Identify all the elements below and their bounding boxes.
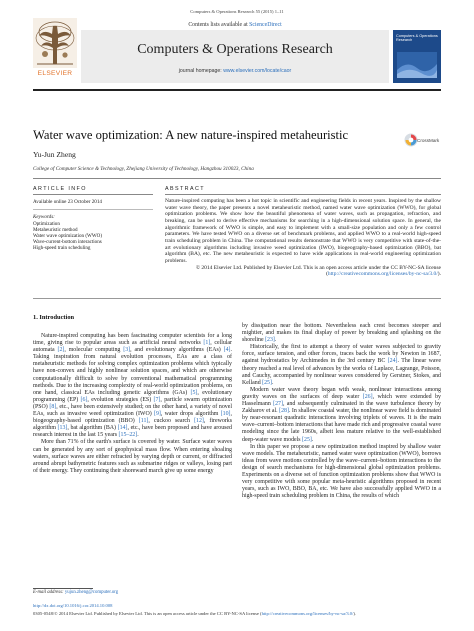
abstract-body	[165, 198, 441, 278]
license-link[interactable]: http://creativecommons.org/licenses/by-nc-sa/3.0/	[327, 271, 438, 278]
cover-title: Computers & Operations Research	[396, 34, 438, 43]
body-text: , etc., have been proposed and have aroused research interest in the last 15 years	[33, 425, 232, 439]
citation-link[interactable]: [12]	[194, 418, 204, 425]
author-email-link[interactable]: yujun.zheng@computer.org	[64, 590, 119, 595]
issn-prefix: 0305-0548/© 2014 Elsevier Ltd. Published by Elsevier Ltd. This is an open access article under the CC BY-NC-SA license (	[33, 611, 262, 616]
citation-link[interactable]: [5]	[190, 389, 198, 396]
body-text: Nature-inspired computing has been fascinating computer scientists for a long time, giving rise to popular areas such as artificial neural networks	[33, 333, 232, 347]
keyword-item: Wave-current-bottom interactions	[33, 239, 102, 246]
body-text: , biogeography-based optimization (BBO)	[33, 411, 232, 425]
citation-link[interactable]: [25]	[302, 436, 312, 443]
introduction-heading: 1. Introduction	[33, 314, 75, 321]
keyword-item: Optimization	[33, 220, 60, 227]
citation-link[interactable]: [23]	[265, 337, 275, 344]
email-label: E-mail address:	[33, 590, 65, 595]
citation-link[interactable]: [3]	[123, 347, 131, 354]
elsevier-logo[interactable]	[33, 18, 77, 82]
journal-banner	[33, 18, 441, 83]
issn-license-link[interactable]: http://creativecommons.org/licenses/by-nc-sa/3.0/	[261, 611, 354, 616]
keyword-item: Water wave optimization (WWO)	[33, 232, 103, 239]
author-email-footnote	[33, 590, 118, 595]
body-text: . In shallow coastal water, the nonlinear wave field is dominated by near-resonant quadratic interactions involving triplets of waves. It is the main wave–current–bottom interactions that have made rich and progressive coastal wave modeling since the late 1960s, albeit less mature relative to the well-established deep-water wave models	[242, 408, 441, 443]
citation-link[interactable]: [1]	[203, 340, 211, 347]
homepage-prefix: journal homepage:	[178, 68, 224, 74]
keywords-list	[33, 221, 153, 252]
citation-link[interactable]: [6]	[80, 396, 88, 403]
body-paragraph	[242, 387, 441, 444]
citation-link[interactable]: [25]	[262, 379, 272, 386]
journal-homepage-line	[81, 68, 389, 74]
body-text: Historically, the first to attempt a theory of water waves subjected to gravity force, surface tension, and other forces, traces back the work by Newton in 1687, against hydrostatics by Archimedes in the 3rd century BC	[242, 344, 441, 365]
abstract-bottom-rule	[33, 298, 441, 299]
license-suffix: ).	[437, 271, 441, 278]
running-head: Computers & Operations Research 55 (2015) 1–11	[190, 9, 284, 14]
article-info-heading: ARTICLE INFO	[33, 186, 87, 192]
body-text: In this paper we propose a new optimization method inspired by shallow water wave models. The metaheuristic, named water wave optimization (WWO), borrows ideas from wave motions controlled by the wave–current–bottom interactions to the design of search mechanisms for high-dimensional global optimization problems. Experiments on a diverse set of function optimization problems show that WWO is very competitive with some popular meta-heuristic algorithms proposed in recent years, such as IWO, BBO, BA, etc. We have also successfully applied WWO in a high-speed train scheduling problem in China, the results of which	[242, 443, 441, 500]
citation-link[interactable]: [14]	[117, 425, 128, 432]
citation-link[interactable]: [26]	[362, 393, 373, 400]
article-info-rule	[33, 194, 153, 195]
body-paragraph	[242, 323, 441, 344]
citation-link[interactable]: [24]	[387, 358, 398, 365]
abstract-text: Nature-inspired computing has been a hot topic in scientific and engineering fields in recent years. Inspired by the shallow water wave theory, the paper presents a novel metaheuristic method, named water wave optimization (WWO), for global optimization problems. We show how the beautiful phenomena of water waves, such as propagation, refraction, and breaking, can be used to derive effective mechanisms for searching in a high-dimensional solution space. In general, the algorithmic framework of WWO is simple, and easy to implement with a small-size population and only a few control parameters. We have tested WWO on a diverse set of benchmark problems, and applied WWO to a real-world high-speed train scheduling problem in China. The computational results demonstrate that WWO is very competitive with state-of-the-art evolutionary algorithms including invasive weed optimization (IWO), biogeography-based optimization (BBO), bat algorithm (BA), etc. The new metaheuristic is expected to have wide applications in real-world engineering optimization problems.	[165, 198, 441, 264]
footnote-rule	[33, 588, 93, 589]
body-text: .	[271, 379, 274, 386]
crossmark-label: CrossMark	[417, 138, 440, 143]
citation-link[interactable]: [28]	[279, 408, 289, 415]
keywords-label: Keywords:	[33, 214, 55, 220]
citation-link[interactable]: [4]	[223, 347, 231, 354]
body-text: , water drops algorithm	[160, 411, 221, 418]
author-name: Yu-Jun Zheng	[33, 150, 76, 159]
body-text: .	[311, 436, 314, 443]
author-affiliation: College of Computer Science & Technology, Zhejiang University of Technology, Hangzhou 310023, China	[33, 166, 254, 172]
article-title: Water wave optimization: A new nature-inspired metaheuristic	[33, 128, 349, 142]
introduction-right-column	[242, 323, 441, 500]
body-paragraph	[33, 333, 232, 439]
citation-link[interactable]: [13]	[57, 425, 68, 432]
body-text: , etc., have been extensively studied; on the other hand, a variety of novel EAs, such as invasive weed optimization (IWO)	[33, 403, 233, 418]
body-text: . The linear wave theory reached a real level of advances by the works of Laplace, Lagrange, Poisson, and Cauchy, accompanied by nonlinear waves considered by Gerstner, Stokes, and Kelland	[242, 358, 441, 386]
body-text: Modern water wave theory began with weak, nonlinear interactions among gravity waves on the surfaces of deep water	[242, 386, 441, 400]
keyword-item: Metaheuristic method	[33, 226, 78, 233]
abstract-license	[165, 265, 441, 278]
citation-link[interactable]: [7]	[153, 396, 161, 403]
homepage-link[interactable]: www.elsevier.com/locate/caor	[223, 68, 292, 74]
citation-link[interactable]: [2]	[57, 347, 65, 354]
abstract-heading: ABSTRACT	[165, 186, 205, 192]
body-text: by dissipation near the bottom. Nevertheless each crest becomes steeper and mightier, and makes its final display of power by breaking and splashing on the shoreline	[242, 323, 441, 344]
journal-cover-image[interactable]	[393, 30, 441, 83]
citation-link[interactable]: [10]	[220, 411, 231, 418]
keyword-item: High-speed train scheduling	[33, 245, 91, 252]
citation-link[interactable]: [9]	[154, 411, 161, 418]
body-text: , which were extended by Hasselmann	[242, 393, 441, 408]
body-text: , cellular automata	[33, 340, 233, 354]
body-text: More than 71% of the earth's surface is covered by water. Surface water waves can be generated by any sort of geophysical mass flow. When entering shoaling waters, surface waves are either refracted by varying depth or current, or diffracted around abrupt bathymetric features such as submarine ridges or valleys, losing part of their energy. They continuing their shoreward march give up some energy	[33, 439, 232, 474]
elsevier-wordmark: ELSEVIER	[37, 70, 73, 77]
front-matter-rule	[33, 178, 441, 179]
cover-art-icon	[397, 52, 437, 78]
issn-suffix: ).	[353, 611, 357, 616]
citation-link[interactable]: [11]	[138, 418, 149, 425]
body-text: .	[137, 432, 139, 439]
body-text: , cuckoo search	[148, 418, 195, 425]
article-history: Available online 23 October 2014	[33, 199, 102, 205]
body-text: , and subsequently culminated in the wave turbulence theory by Zakharov et al.	[242, 401, 441, 415]
article-history-rule	[33, 209, 153, 210]
body-text: , bat algorithm (BA)	[67, 425, 118, 432]
contents-prefix: Contents lists available at	[188, 22, 250, 28]
body-paragraph	[242, 344, 441, 387]
contents-available-line	[81, 22, 389, 28]
license-prefix: © 2014 Elsevier Ltd. Published by Elsevier Ltd. This is an open access article under the CC BY-NC-SA license (	[195, 264, 441, 278]
body-text: .	[274, 337, 277, 344]
body-paragraph	[33, 439, 232, 474]
banner-rule	[33, 89, 441, 91]
abstract-rule	[165, 194, 441, 195]
doi-link[interactable]: http://dx.doi.org/10.1016/j.cor.2014.10.008	[33, 603, 113, 608]
sciencedirect-link[interactable]: ScienceDirect	[249, 22, 282, 28]
citation-link[interactable]: [15–22]	[118, 432, 138, 439]
journal-title: Computers & Operations Research	[137, 42, 333, 57]
elsevier-tree-icon	[33, 18, 77, 68]
introduction-left-column	[33, 333, 232, 475]
crossmark-icon	[404, 133, 418, 147]
issn-copyright-line	[33, 611, 441, 616]
body-paragraph	[242, 444, 441, 501]
citation-link[interactable]: [8]	[49, 403, 57, 410]
body-text: , evolutionary programming (EP)	[33, 389, 232, 403]
citation-link[interactable]: [27]	[273, 401, 283, 408]
body-text: , particle swarm optimization (PSO)	[33, 396, 232, 410]
body-text: , fireworks algorithm	[33, 418, 232, 432]
body-text: , and evolutionary algorithms (EAs)	[130, 347, 224, 354]
body-text: , evolution strategies (ES)	[87, 396, 154, 403]
body-text: , molecular computing	[64, 347, 124, 354]
body-text: . Taking inspiration from natural evolution processes, EAs are a class of metaheuristic methods for solving complex optimization problems which typically have non-convex and highly nonlinear solution spaces, and which are otherwise computationally difficult to solve by conventional mathematical programming methods. Due to the increasing complexity of real-world optimization problems, on one hand, classical EAs including genetic algorithms (GAs)	[33, 347, 232, 396]
